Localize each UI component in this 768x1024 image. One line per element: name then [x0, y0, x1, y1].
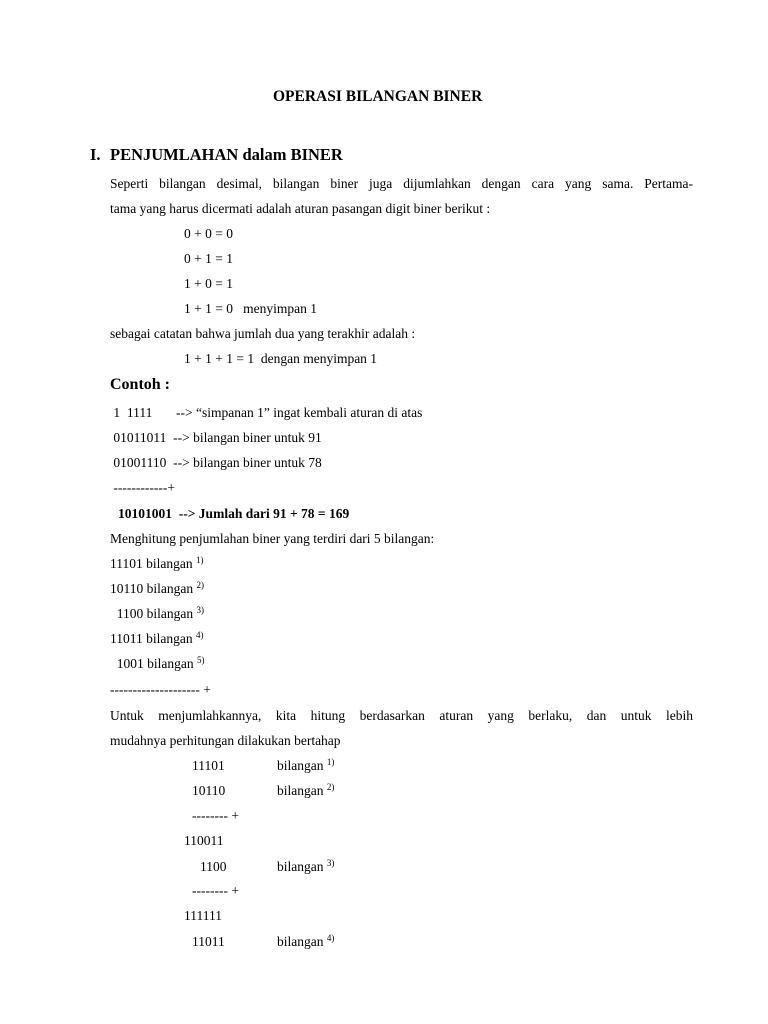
step-number: 11011 [192, 934, 225, 949]
explain-line-1: Untuk menjumlahkannya, kita hitung berdasarkan aturan yang berlaku, dan untuk lebih [110, 708, 693, 723]
list-item: 11101 bilangan $^{1)}$ [110, 555, 204, 571]
step-label: bilangan $^{2)}$ [277, 782, 335, 798]
rule-line: 0 + 0 = 0 [184, 226, 233, 241]
step-number: 11101 [192, 758, 225, 773]
rule-line: 1 + 0 = 1 [184, 276, 233, 291]
sum-result: 10101001 --> Jumlah dari 91 + 78 = 169 [118, 506, 350, 521]
step-separator: -------- + [192, 883, 239, 898]
section-heading: PENJUMLAHAN dalam BINER [110, 145, 343, 164]
binary-row-78: 01001110 --> bilangan biner untuk 78 [110, 455, 322, 470]
list-item: 10110 bilangan $^{2)}$ [110, 580, 204, 596]
section-number: I. [90, 145, 101, 164]
rule-line: 0 + 1 = 1 [184, 251, 233, 266]
step-separator: -------- + [192, 808, 239, 823]
carry-row: 1 1111 --> “simpanan 1” ingat kembali aturan di atas [110, 405, 423, 420]
step-label: bilangan $^{4)}$ [277, 933, 335, 949]
rule-line: 1 + 1 = 0 menyimpan 1 [184, 301, 317, 316]
intro-line-2: tama yang harus dicermati adalah aturan pasangan digit biner berikut : [110, 201, 491, 216]
five-numbers-intro: Menghitung penjumlahan biner yang terdiri dari 5 bilangan: [110, 531, 435, 546]
step-sum: 110011 [184, 833, 224, 848]
intro-line-1: Seperti bilangan desimal, bilangan biner juga dijumlahkan dengan cara yang sama. Pertama- [110, 176, 693, 191]
step-label: bilangan $^{1)}$ [277, 757, 335, 773]
list-item: 1001 bilangan $^{5)}$ [110, 655, 205, 671]
note-text: sebagai catatan bahwa jumlah dua yang terakhir adalah : [110, 326, 416, 341]
list-item: 11011 bilangan $^{4)}$ [110, 630, 204, 646]
list-separator: -------------------- + [110, 682, 211, 697]
step-number: 1100 [200, 859, 227, 874]
step-label: bilangan $^{3)}$ [277, 858, 335, 874]
step-sum: 111111 [184, 908, 222, 923]
list-item: 1100 bilangan $^{3)}$ [110, 605, 204, 621]
sum-separator: ------------+ [110, 480, 175, 495]
step-number: 10110 [192, 783, 226, 798]
contoh-heading: Contoh : [110, 376, 171, 393]
document-title: OPERASI BILANGAN BINER [273, 88, 483, 105]
note-rule: 1 + 1 + 1 = 1 dengan menyimpan 1 [184, 351, 378, 366]
binary-row-91: 01011011 --> bilangan biner untuk 91 [110, 430, 322, 445]
explain-line-2: mudahnya perhitungan dilakukan bertahap [110, 733, 341, 748]
